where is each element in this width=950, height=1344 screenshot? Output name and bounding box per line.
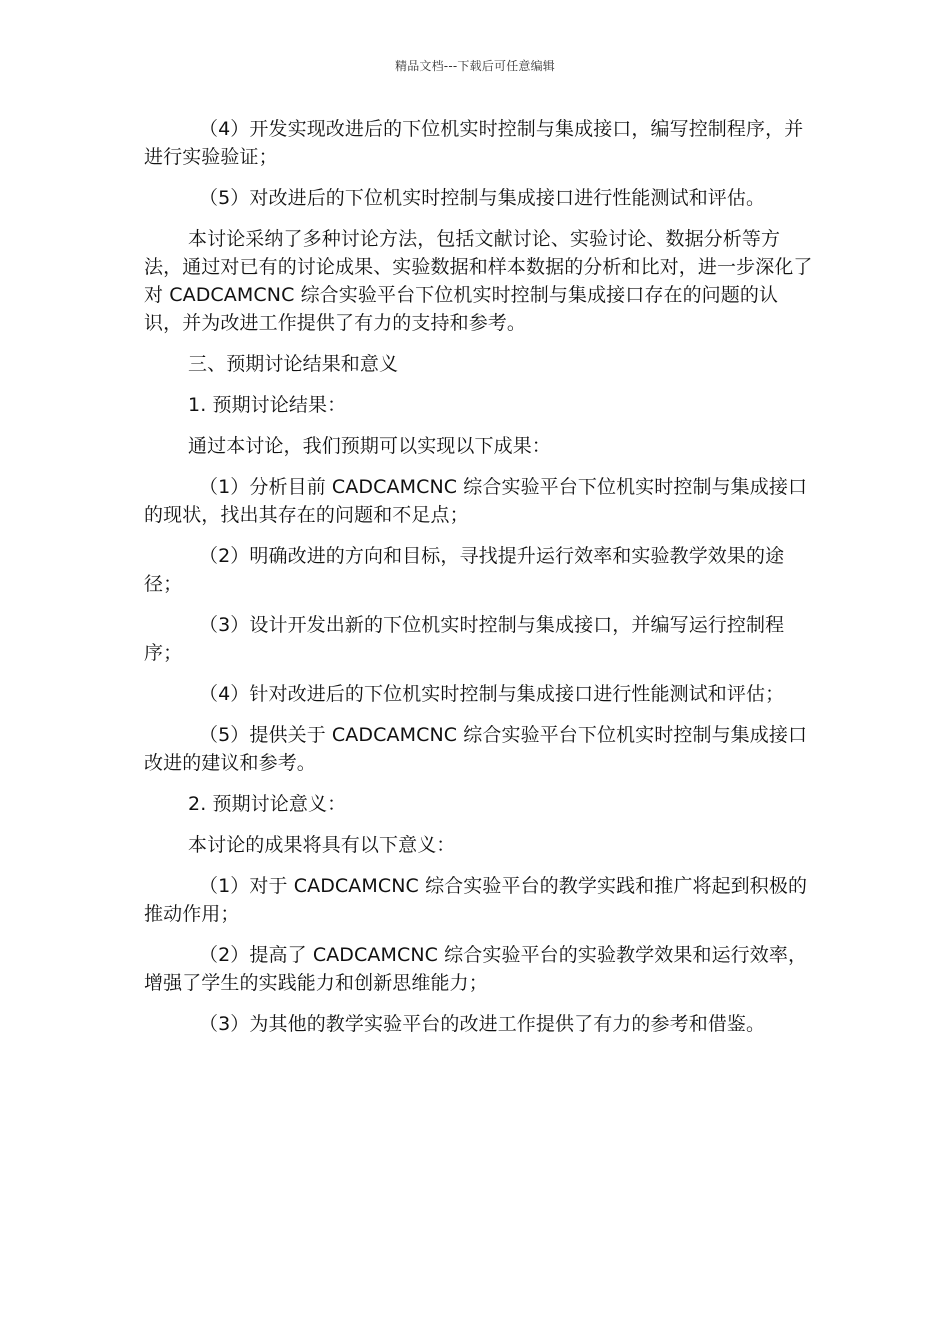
- list-item: （1）对于 CADCAMCNC 综合实验平台的教学实践和推广将起到积极的推动作用；: [144, 875, 808, 925]
- page-header: 精品文档---下载后可任意编辑: [395, 59, 555, 73]
- list-item: （5）提供关于 CADCAMCNC 综合实验平台下位机实时控制与集成接口改进的建议和参考。: [144, 724, 808, 774]
- section-heading: 三、预期讨论结果和意义: [188, 353, 399, 375]
- paragraph: 通过本讨论，我们预期可以实现以下成果：: [188, 435, 551, 457]
- list-item: （2）提高了 CADCAMCNC 综合实验平台的实验教学效果和运行效率，增强了学生的实践能力和创新思维能力；: [144, 944, 808, 994]
- paragraph: （5）对改进后的下位机实时控制与集成接口进行性能测试和评估。: [199, 187, 766, 209]
- paragraph: （4）开发实现改进后的下位机实时控制与集成接口，编写控制程序，并进行实验验证；: [144, 118, 804, 168]
- list-item: （3）设计开发出新的下位机实时控制与集成接口，并编写运行控制程序；: [144, 614, 785, 664]
- subsection-heading: 2. 预期讨论意义：: [188, 793, 347, 815]
- paragraph: 本讨论采纳了多种讨论方法，包括文献讨论、实验讨论、数据分析等方法，通过对已有的讨论成果、实验数据和样本数据的分析和比对，进一步深化了对 CADCAMCNC 综合实验平台下位机实时控制与集成接口存在的问题的认识，并为改进工作提供了有力的支持和参考。: [144, 228, 813, 334]
- list-item: （2）明确改进的方向和目标，寻找提升运行效率和实验教学效果的途径；: [144, 545, 785, 595]
- list-item: （4）针对改进后的下位机实时控制与集成接口进行性能测试和评估；: [199, 683, 785, 705]
- paragraph: 本讨论的成果将具有以下意义：: [188, 834, 456, 856]
- list-item: （3）为其他的教学实验平台的改进工作提供了有力的参考和借鉴。: [199, 1013, 766, 1035]
- list-item: （1）分析目前 CADCAMCNC 综合实验平台下位机实时控制与集成接口的现状，找出其存在的问题和不足点；: [144, 476, 808, 526]
- document-body: [144, 115, 814, 1051]
- subsection-heading: 1. 预期讨论结果：: [188, 394, 347, 416]
